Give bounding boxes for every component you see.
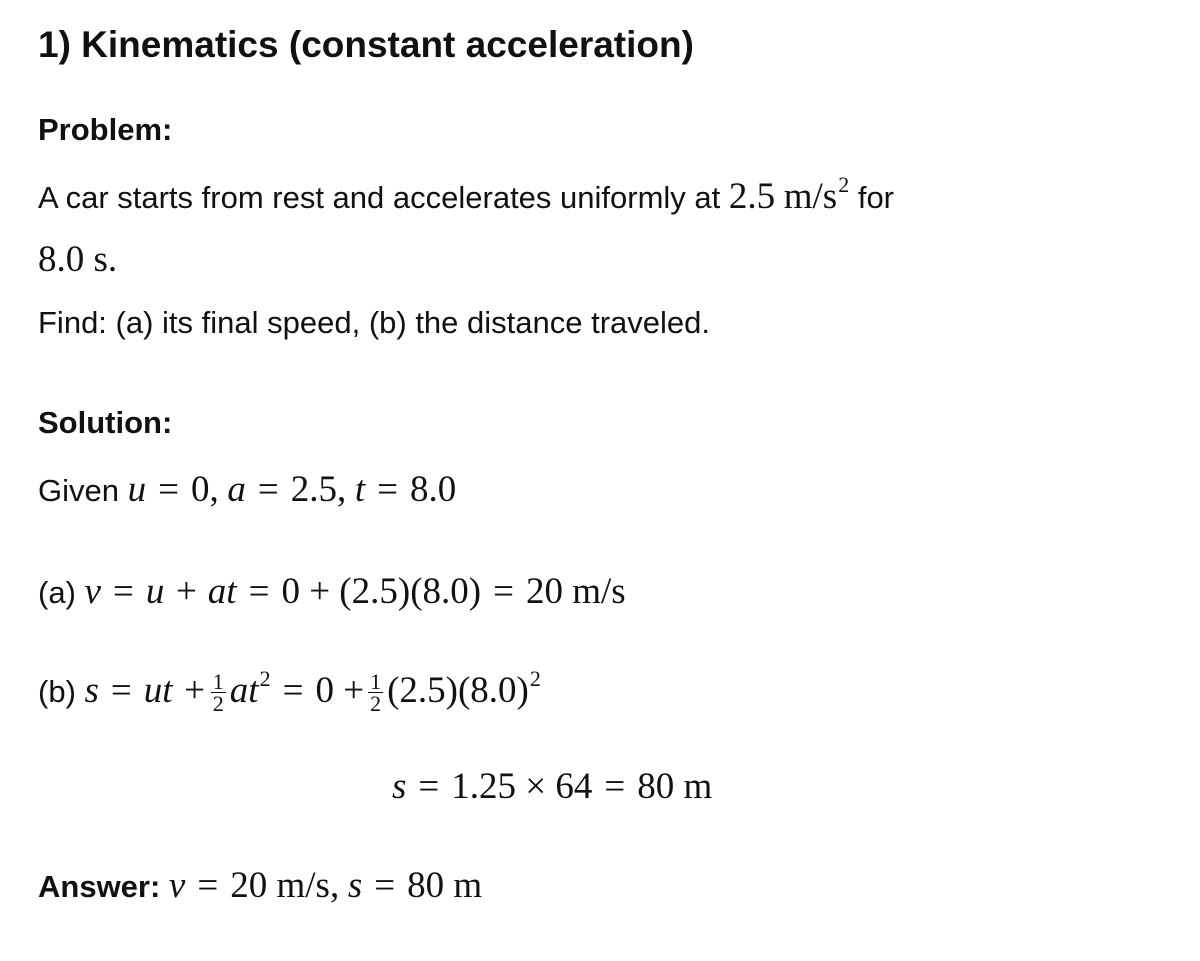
fraction-one-half: $\frac{1}{2}$: [212, 669, 224, 716]
problem-label: Problem:: [38, 112, 173, 147]
part-a-equation: (a) v = u + at = 0 + (2.5)(8.0) = 20 m/s: [38, 571, 626, 612]
part-a-label: (a): [38, 575, 85, 610]
problem-text-for: for: [849, 180, 895, 215]
problem-text: A car starts from rest and accelerates uniformly at: [38, 180, 729, 215]
solution-label: Solution:: [38, 405, 173, 440]
given-line: Given u = 0, a = 2.5, t = 8.0: [38, 469, 457, 510]
part-b-result: s = 1.25 × 64 = 80 m: [392, 766, 713, 807]
time-value: 8.0 s.: [38, 239, 118, 280]
find-statement: Find: (a) its final speed, (b) the distance traveled.: [38, 305, 710, 340]
fraction-one-half-2: $\frac{1}{2}$: [370, 669, 382, 716]
part-b-label: (b): [38, 674, 85, 709]
part-b-equation: (b) s = ut + $\frac{1}{2}$ $at^2 = 0$ + $\frac{1}{2}$ $(2.5)(8.0)^2$: [38, 666, 541, 716]
given-label: Given: [38, 473, 128, 508]
accel-value: 2.5: [728, 176, 776, 217]
accel-unit: $m/s^2$: [783, 172, 850, 217]
problem-statement-line1: [38, 172, 894, 218]
answer-label: Answer:: [38, 869, 169, 904]
page-title: 1) Kinematics (constant acceleration): [38, 24, 694, 65]
answer-line: Answer: v = 20 m/s, s = 80 m: [38, 865, 483, 906]
